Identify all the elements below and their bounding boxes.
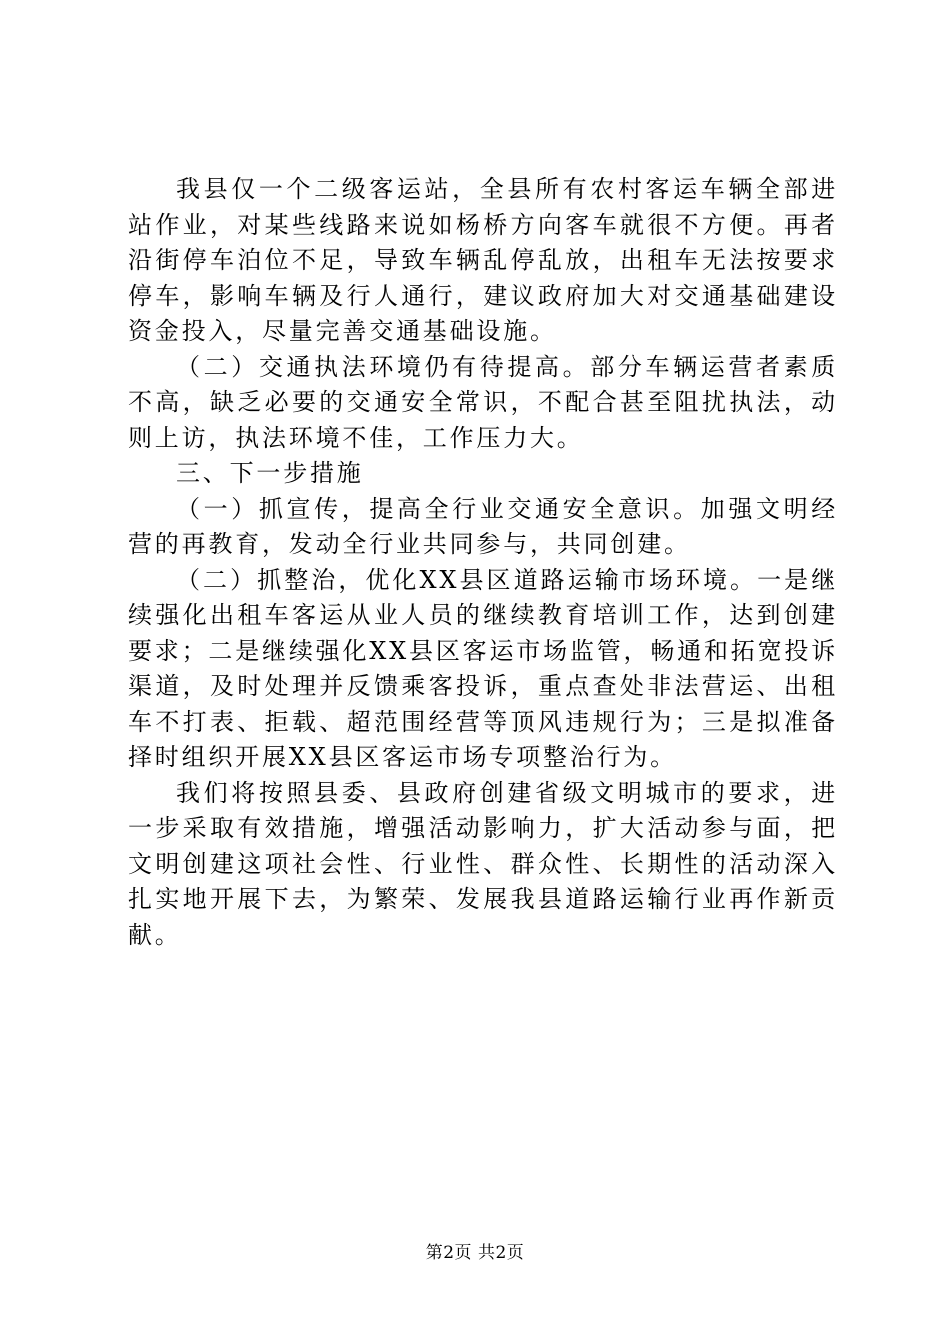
page-footer: 第2页 共2页 [425,1243,525,1263]
paragraph-publicity: （一）抓宣传，提高全行业交通安全意识。加强文明经营的再教育，发动全行业共同参与，共同创建。 [128,494,838,558]
document-body [128,172,838,953]
paragraph-rectification: （二）抓整治，优化XX县区道路运输市场环境。一是继续强化出租车客运从业人员的继续教育培训工作，达到创建要求；二是继续强化XX县区客运市场监管，畅通和拓宽投诉渠道，及时处理并反馈乘客投诉，重点查处非法营运、出租车不打表、拒载、超范围经营等顶风违规行为；三是拟准备择时组织开展XX县区客运市场专项整治行为。 [128,565,838,771]
paragraph-conclusion: 我们将按照县委、县政府创建省级文明城市的要求，进一步采取有效措施，增强活动影响力，扩大活动参与面，把文明创建这项社会性、行业性、群众性、长期性的活动深入扎实地开展下去，为繁荣、发展我县道路运输行业再作新贡献。 [128,778,838,949]
paragraph-enforcement-environment: （二）交通执法环境仍有待提高。部分车辆运营者素质不高，缺乏必要的交通安全常识，不配合甚至阻扰执法，动则上访，执法环境不佳，工作压力大。 [128,352,838,452]
paragraph-station-issue: 我县仅一个二级客运站，全县所有农村客运车辆全部进站作业，对某些线路来说如杨桥方向客车就很不方便。再者沿街停车泊位不足，导致车辆乱停乱放，出租车无法按要求停车，影响车辆及行人通行，建议政府加大对交通基础建设资金投入，尽量完善交通基础设施。 [128,175,838,345]
section-heading-next-steps: 三、下一步措施 [176,459,364,487]
